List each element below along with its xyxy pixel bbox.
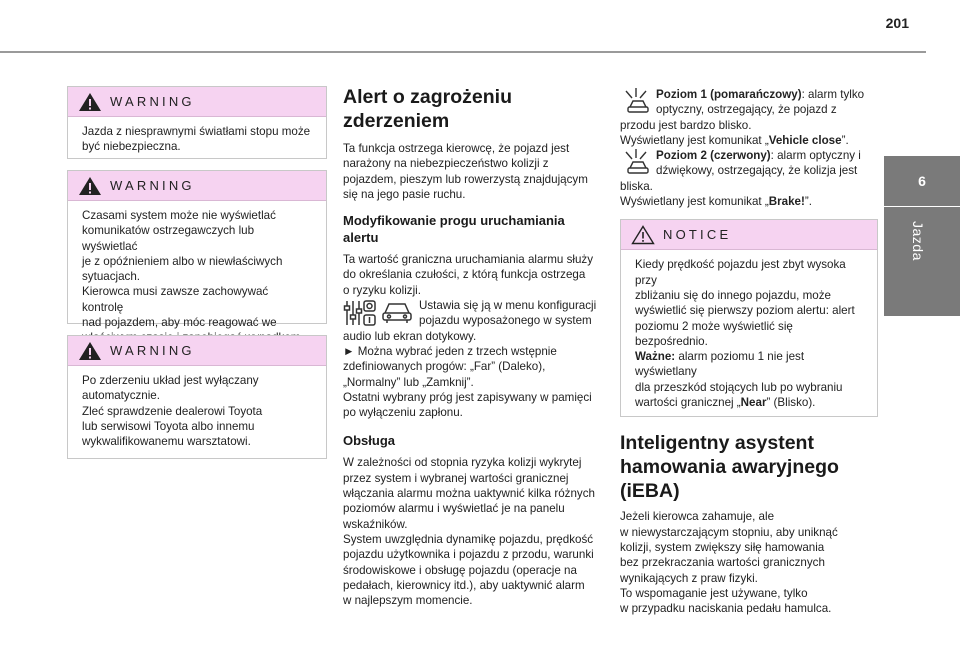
msg-suffix: ”. <box>804 195 812 209</box>
text-line: Zleć sprawdzenie dealerowi Toyota <box>82 404 263 418</box>
text-line: Po zderzeniu układ jest wyłączany <box>82 374 259 387</box>
text-line: pojazdem, pieszym lub rowerzystą znajdującym <box>343 172 588 186</box>
level-2-title <box>656 148 861 163</box>
text-line: sytuacjach. <box>82 270 140 284</box>
car-icon <box>381 298 413 324</box>
level-1-tail: : alarm tylko <box>801 88 865 101</box>
text-line: pojazdu użytkownika i pojazdu z przodu, warunki <box>343 548 594 562</box>
text-line: Kiedy prędkość pojazdu jest zbyt wysoka przy <box>635 258 846 287</box>
column-alert-levels <box>620 87 878 616</box>
notice-title: NOTICE <box>663 227 732 243</box>
text-line: dźwiękowy, ostrzegający, że kolizja jest <box>656 164 858 178</box>
chapter-divider <box>884 206 960 207</box>
text-line: kolizji, system zwiększy siłę hamowania <box>620 540 825 554</box>
notice-important <box>635 349 863 380</box>
warning-header <box>68 87 326 117</box>
text-line: pojazdu wyposażonego w system <box>419 314 592 328</box>
text-line: poziomów alarmu i wyświetlać je na panelu <box>343 502 565 516</box>
top-rule <box>0 51 926 53</box>
notice-last <box>635 395 863 410</box>
level-2-message <box>620 194 878 209</box>
text-line: lub serwisowi Toyota albo innemu <box>82 419 255 433</box>
warning-text <box>68 117 326 161</box>
collision-warning-icon <box>620 148 652 176</box>
notice-triangle-icon <box>631 225 655 245</box>
heading-line: Modyfikowanie progu uruchamiania <box>343 213 565 229</box>
notice-header <box>621 220 877 250</box>
text-line: nad pojazdem, aby móc reagować we <box>82 316 277 330</box>
text-line: Ustawia się ją w menu konfiguracji <box>419 299 597 313</box>
warning-title: WARNING <box>110 178 195 193</box>
heading-line: (iEBA) <box>620 480 680 503</box>
text-line: W zależności od stopnia ryzyka kolizji wykrytej <box>343 456 582 470</box>
msg-prefix: Wyświetlany jest komunikat „ <box>620 133 769 147</box>
section-heading <box>343 85 605 133</box>
warning-box-3 <box>67 335 327 459</box>
msg-prefix: Wyświetlany jest komunikat „ <box>620 195 769 209</box>
text-line: wskaźników. <box>343 517 408 531</box>
text-line: wynikających z praw fizyki. <box>620 571 758 585</box>
important-bold: Ważne: <box>635 350 676 364</box>
text-line: Czasami system może nie wyświetlać <box>82 209 276 222</box>
last-bold: Near <box>740 396 767 410</box>
warning-title: WARNING <box>110 343 195 358</box>
text-line: środowiskowe i obsługę pojazdu (operacje na <box>343 563 577 577</box>
chapter-tab <box>884 156 960 316</box>
notice-box <box>620 219 878 417</box>
warning-triangle-icon <box>78 92 102 112</box>
heading-line: alertu <box>343 230 379 246</box>
collision-warning-icon <box>620 87 652 115</box>
text-line: włączania alarmu można uaktywnić kilka różnych <box>343 487 595 501</box>
warning-text <box>68 366 326 455</box>
warning-header <box>68 336 326 366</box>
settings-sliders-icon <box>343 298 377 328</box>
text-line: System uwzględnia dynamikę pojazdu, prędkość <box>343 532 594 546</box>
text-line: To wspomaganie jest używane, tylko <box>620 586 808 600</box>
column-collision-alert <box>343 85 605 608</box>
page-number: 201 <box>885 15 909 31</box>
text-line: je z opóźnieniem albo w niewłaściwych <box>82 254 283 268</box>
text-line: wyświetlić się pierwszy poziom alertu: alert <box>635 304 855 318</box>
heading-line: hamowania awaryjnego <box>620 456 839 479</box>
text-line: Jazda z niesprawnymi światłami stopu może <box>82 125 311 138</box>
text-line: „Normalny” lub „Zamknij”. <box>343 375 474 389</box>
section-heading-ieba <box>620 431 878 503</box>
level-2-tail: : alarm optyczny i <box>770 149 861 163</box>
text-line: w niewystarczającym stopniu, aby uniknąć <box>620 525 838 539</box>
text-line: pedałach, kierownicy itd.), aby uaktywnić alarm <box>343 578 585 592</box>
warning-title: WARNING <box>110 94 195 109</box>
msg-bold: Brake! <box>768 195 805 209</box>
warning-box-2 <box>67 170 327 330</box>
text-line: Kierowca musi zawsze zachowywać kontrolę <box>82 285 269 314</box>
level-1-message <box>620 133 878 148</box>
text-line: do określania czułości, z którą funkcja ostrzega <box>343 268 586 282</box>
text-line: przez system i wybranej wartości granicznej <box>343 471 569 485</box>
level-1-row <box>620 87 878 118</box>
text-line: bez przekraczania wartości granicznych <box>620 556 825 570</box>
text-line: dla przeszkód stojących lub po wybraniu <box>635 380 843 394</box>
warning-triangle-icon <box>78 176 102 196</box>
text-line: bliska. <box>620 179 653 193</box>
text-line: Ta funkcja ostrzega kierowcę, że pojazd jest <box>343 142 570 155</box>
text-line: o ryzyku kolizji. <box>343 283 421 297</box>
heading-line: zderzeniem <box>343 110 450 132</box>
text-line: automatycznie. <box>82 389 160 403</box>
text-line: Ostatni wybrany próg jest zapisywany w pamięci <box>343 390 592 404</box>
subheading-operation: Obsługa <box>343 433 396 449</box>
text-line: się na jego pasie ruchu. <box>343 187 466 201</box>
text-line: zbliżaniu się do innego pojazdu, może <box>635 288 831 302</box>
warning-box-1 <box>67 86 327 159</box>
text-line: optyczny, ostrzegający, że pojazd z <box>656 103 837 117</box>
text-line: w przypadku naciskania pedału hamulca. <box>620 602 832 616</box>
last-suffix: ” (Blisko). <box>766 396 816 410</box>
text-line: Ta wartość graniczna uruchamiania alarmu służy <box>343 253 594 267</box>
notice-text <box>621 250 877 416</box>
msg-bold: Vehicle close <box>768 133 842 147</box>
chapter-number: 6 <box>918 173 926 189</box>
last-prefix: wartości granicznej „ <box>635 396 741 410</box>
text-line: Jeżeli kierowca zahamuje, ale <box>620 510 775 524</box>
text-line: wykwalifikowanemu warsztatowi. <box>82 435 251 449</box>
text-line: po wyłączeniu zapłonu. <box>343 406 463 420</box>
subheading-threshold <box>343 212 605 246</box>
text-line: narażony na niebezpieczeństwo kolizji z <box>343 157 549 171</box>
level-2-bold: Poziom 2 (czerwony) <box>656 149 771 163</box>
level-2-row <box>620 148 878 179</box>
level-1-bold: Poziom 1 (pomarańczowy) <box>656 88 802 101</box>
text-line: komunikatów ostrzegawczych lub wyświetlać <box>82 224 255 253</box>
heading-line: Alert o zagrożeniu <box>343 86 513 108</box>
config-row <box>343 298 605 329</box>
text-line: audio lub ekran dotykowy. <box>343 329 477 343</box>
important-tail: alarm poziomu 1 nie jest wyświetlany <box>635 350 805 379</box>
warning-text <box>68 201 326 352</box>
text-line: ► Można wybrać jeden z trzech wstępnie <box>343 344 557 358</box>
chapter-label: Jazda <box>910 221 926 261</box>
warning-triangle-icon <box>78 341 102 361</box>
text-line: poziomu 2 może wyświetlić się bezpośrednio. <box>635 319 793 348</box>
text-line: w najlepszym momencie. <box>343 594 473 608</box>
warning-header <box>68 171 326 201</box>
text-line: być niebezpieczna. <box>82 140 181 154</box>
heading-line: Inteligentny asystent <box>620 432 814 455</box>
text-line: przodu jest bardzo blisko. <box>620 118 752 132</box>
msg-suffix: ”. <box>841 133 849 147</box>
text-line: zdefiniowanych progów: „Far” (Daleko), <box>343 360 546 374</box>
level-1-title <box>656 87 864 102</box>
